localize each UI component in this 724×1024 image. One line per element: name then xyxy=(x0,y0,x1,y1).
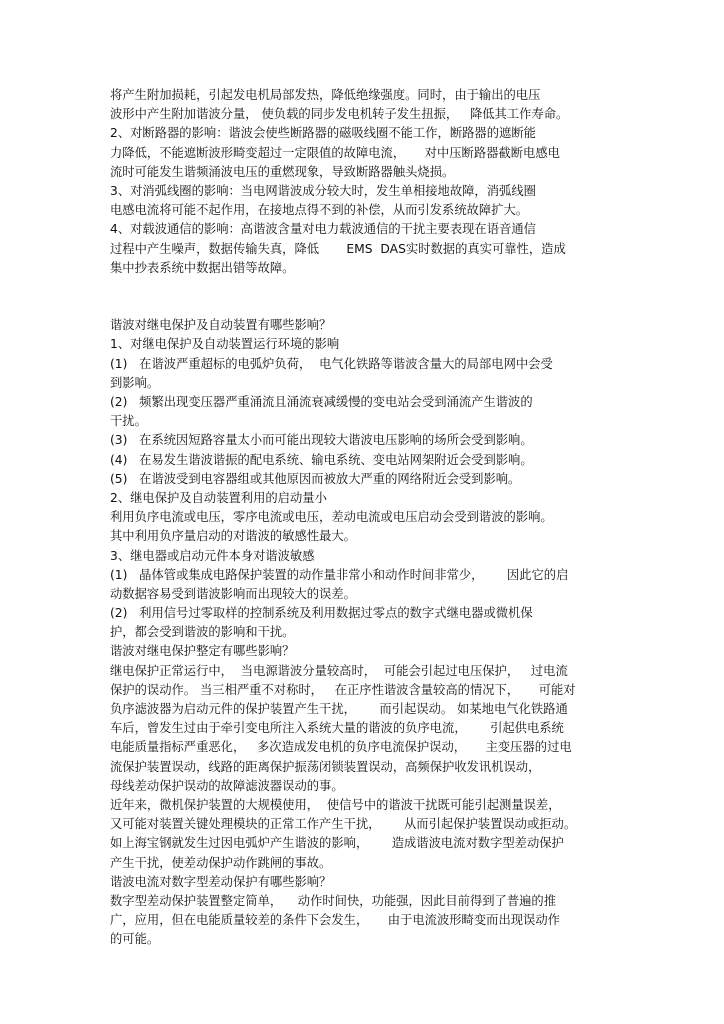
text-line: (1) 在谐波严重超标的电弧炉负荷， 电气化铁路等谐波含量大的局部电网中会受 xyxy=(110,356,553,371)
section-heading: 谐波电流对数字型差动保护有哪些影响？ xyxy=(110,874,332,889)
section-heading: 谐波对继电保护及自动装置有哪些影响？ xyxy=(110,318,332,333)
text-line: 3、对消弧线圈的影响：当电网谐波成分较大时，发生单相接地故障，消弧线圈 xyxy=(110,183,536,198)
paragraph-gap xyxy=(110,278,620,297)
text-line: 近年来，微机保护装置的大规模使用， 使信号中的谐波干扰既可能引起测量误差， xyxy=(110,797,561,812)
text-line: (1) 晶体管或集成电路保护装置的动作量非常小和动作时间非常少， 因此它的启 xyxy=(110,567,569,582)
text-line: 波形中产生附加谐波分量， 使负载的同步发电机转子发生扭振， 降低其工作寿命。 xyxy=(110,107,569,122)
text-line: (2) 频繁出现变压器严重涌流且涌流衰减缓慢的变电站会受到涌流产生谐波的 xyxy=(110,395,533,409)
text-line: (5) 在谐波受到电容器组或其他原因而被放大严重的网络附近会受到影响。 xyxy=(110,471,521,486)
text-line: 数字型差动保护装置整定简单， 动作时间快，功能强，因此目前得到了普遍的推 xyxy=(110,893,557,908)
text-line: 3、继电器或启动元件本身对谐波敏感 xyxy=(110,548,315,563)
text-line: 又可能对装置关键处理模块的正常工作产生干扰， 从而引起保护装置误动或拒动。 xyxy=(110,817,577,832)
text-line: 1、对继电保护及自动装置运行环境的影响 xyxy=(110,337,340,352)
text-line: 负序滤波器为启动元件的保护装置产生干扰， 而引起误动。 如某地电气化铁路通 xyxy=(110,702,568,716)
text-line: 力降低，不能遮断波形畸变超过一定限值的故障电流， 对中压断路器截断电感电 xyxy=(110,145,560,160)
section-harmonic-effects-continued xyxy=(110,86,620,278)
paragraph-gap xyxy=(110,297,620,316)
text-line: (4) 在易发生谐波谐振的配电系统、输电系统、变电站网架附近会受到影响。 xyxy=(110,452,533,467)
section-heading: 谐波对继电保护整定有哪些影响？ xyxy=(110,644,295,659)
text-line: 保护的误动作。 当三相严重不对称时， 在正序性谐波含量较高的情况下， 可能对 xyxy=(110,682,576,697)
text-line: 车后，曾发生过由于牵引变电所注入系统大量的谐波的负序电流， 引起供电系统 xyxy=(110,721,564,736)
text-line: 4、对载波通信的影响：高谐波含量对电力载波通信的干扰主要表现在语音通信 xyxy=(110,222,536,237)
text-line: 的可能。 xyxy=(110,932,160,947)
text-line: 广，应用，但在电能质量较差的条件下会发生， 由于电流波形畸变而出现误动作 xyxy=(110,913,560,928)
text-line: 利用负序电流或电压，零序电流或电压，差动电流或电压启动会受到谐波的影响。 xyxy=(110,510,553,525)
text-line: 其中利用负序量启动的对谐波的敏感性最大。 xyxy=(110,529,356,544)
text-line: 过程中产生噪声，数据传输失真，降低 EMS DAS实时数据的真实可靠性，造成 xyxy=(110,241,566,256)
text-line: 将产生附加损耗，引起发电机局部发热，降低绝缘强度。同时，由于输出的电压 xyxy=(110,88,541,102)
text-line: 产生干扰，使差动保护动作跳闸的事故。 xyxy=(110,855,332,870)
document-body xyxy=(110,86,620,949)
text-line: 集中抄表系统中数据出错等故障。 xyxy=(110,260,295,275)
text-line: 流保护装置误动，线路的距离保护振荡闭锁装置误动，高频保护收发讯机误动， xyxy=(110,759,541,774)
text-line: 电能质量指标严重恶化， 多次造成发电机的负序电流保护误动， 主变压器的过电 xyxy=(110,740,572,755)
text-line: 如上海宝钢就发生过因电弧炉产生谐波的影响， 造成谐波电流对数字型差动保护 xyxy=(110,836,564,851)
text-line: 护，都会受到谐波的影响和干扰。 xyxy=(110,625,295,640)
section-relay-protection xyxy=(110,316,620,949)
text-line: (2) 利用信号过零取样的控制系统及利用数据过零点的数字式继电器或微机保 xyxy=(110,606,533,621)
text-line: 电感电流将可能不起作用，在接地点得不到的补偿，从而引发系统故障扩大。 xyxy=(110,203,529,218)
text-line: 母线差动保护误动的故障滤波器误动的事。 xyxy=(110,778,344,793)
text-line: 到影响。 xyxy=(110,375,160,390)
text-line: 流时可能发生谐频涌波电压的重燃现象，导致断路器触头烧损。 xyxy=(110,164,455,179)
text-line: 干扰。 xyxy=(110,414,147,429)
text-line: (3) 在系统因短路容量太小而可能出现较大谐波电压影响的场所会受到影响。 xyxy=(110,433,533,448)
text-line: 继电保护正常运行中， 当电源谐波分量较高时， 可能会引起过电压保护， 过电流 xyxy=(110,663,568,678)
text-line: 2、继电保护及自动装置利用的启动量小 xyxy=(110,490,327,505)
text-line: 2、对断路器的影响：谐波会使些断路器的磁吸线圈不能工作，断路器的遮断能 xyxy=(110,126,536,141)
text-line: 动数据容易受到谐波影响而出现较大的误差。 xyxy=(110,586,356,601)
